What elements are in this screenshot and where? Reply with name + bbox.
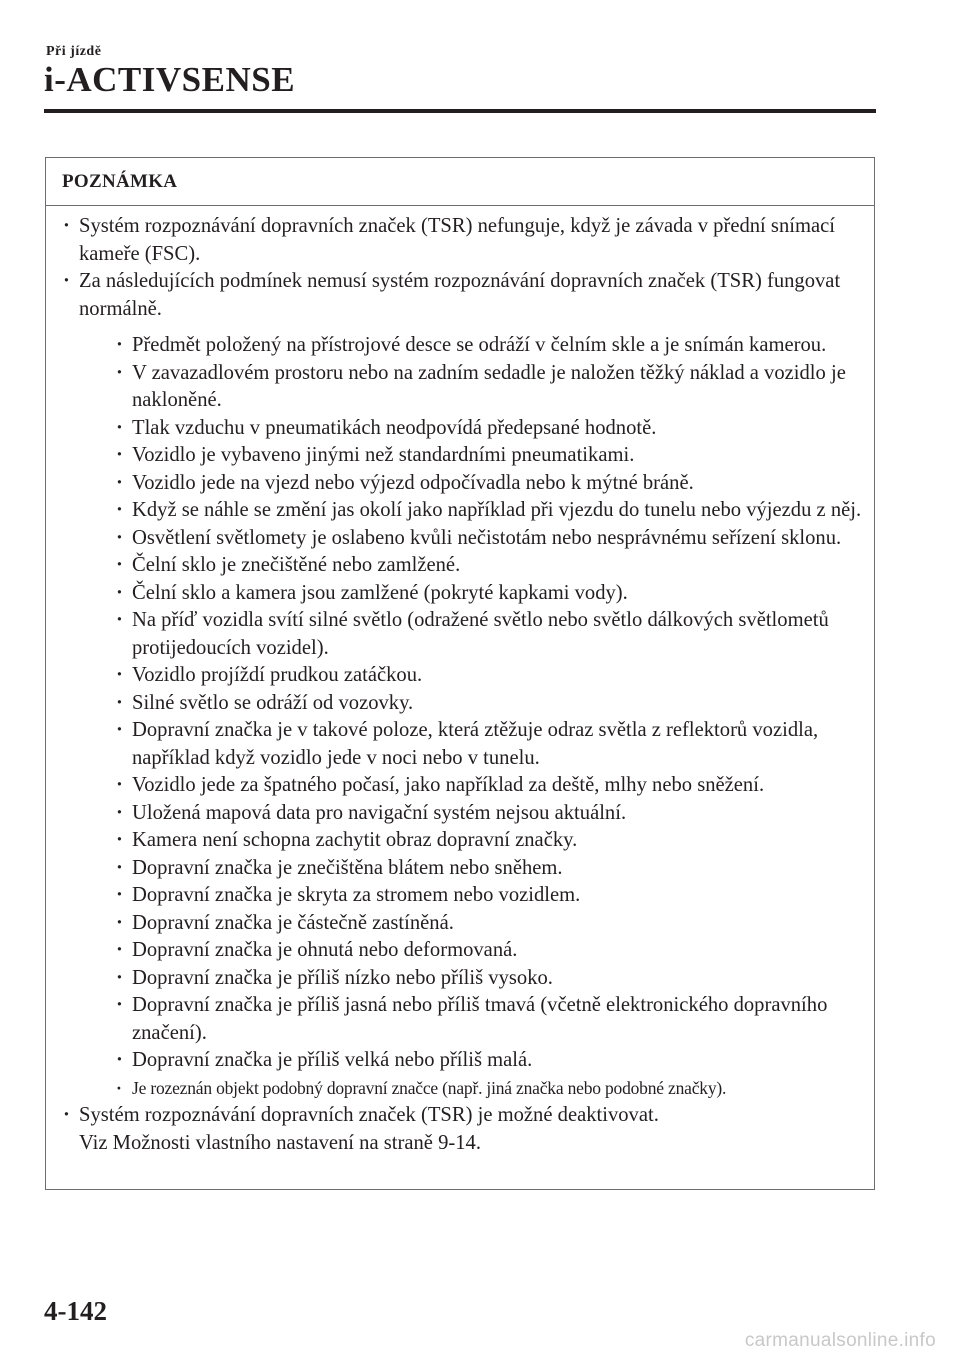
condition-item: · Dopravní značka je částečně zastíněná. xyxy=(79,910,874,938)
note-item-text: Za následujících podmínek nemusí systém rozpoznávání dopravních značek (TSR) fungovat normálně. xyxy=(79,270,841,320)
note-list xyxy=(46,213,874,1157)
watermark-text: carmanualsonline.info xyxy=(744,1330,936,1351)
condition-item: · Osvětlení světlomety je oslabeno kvůli nečistotám nebo nesprávnému seřízení sklonu. xyxy=(79,525,874,553)
condition-item: · Tlak vzduchu v pneumatikách neodpovídá předepsané hodnotě. xyxy=(79,415,874,443)
condition-item: · Na příď vozidla svítí silné světlo (odražené světlo nebo světlo dálkových světlometů protijedoucích vozidel). xyxy=(79,607,874,662)
condition-item: · Dopravní značka je příliš nízko nebo příliš vysoko. xyxy=(79,965,874,993)
page-title: i-ACTIVSENSE xyxy=(44,60,296,99)
condition-item: · Dopravní značka je skryta za stromem nebo vozidlem. xyxy=(79,882,874,910)
condition-item: · Dopravní značka je příliš velká nebo příliš malá. xyxy=(79,1047,874,1075)
condition-item: · Je rozeznán objekt podobný dopravní značce (např. jiná značka nebo podobné značky). xyxy=(79,1075,874,1103)
condition-item: · Dopravní značka je ohnutá nebo deformovaná. xyxy=(79,937,874,965)
note-item-fsc-failure xyxy=(46,213,874,268)
note-item-text: Systém rozpoznávání dopravních značek (TSR) nefunguje, když je závada v přední snímací kameře (FSC). xyxy=(79,215,835,265)
condition-item: · Silné světlo se odráží od vozovky. xyxy=(79,690,874,718)
cross-reference-text: Viz Možnosti vlastního nastavení na straně 9-14. xyxy=(79,1131,481,1154)
condition-item: · Vozidlo jede za špatného počasí, jako například za deště, mlhy nebo sněžení. xyxy=(79,772,874,800)
conditions-list xyxy=(79,332,874,1102)
condition-item: · Vozidlo projíždí prudkou zatáčkou. xyxy=(79,662,874,690)
condition-item: · Čelní sklo je znečištěné nebo zamlžené. xyxy=(79,552,874,580)
condition-item: · Vozidlo jede na vjezd nebo výjezd odpočívadla nebo k mýtné bráně. xyxy=(79,470,874,498)
condition-item: · Předmět položený na přístrojové desce se odráží v čelním skle a je snímán kamerou. xyxy=(79,332,874,360)
condition-item: · Kamera není schopna zachytit obraz dopravní značky. xyxy=(79,827,874,855)
condition-item: · Dopravní značka je příliš jasná nebo příliš tmavá (včetně elektronického dopravního značení). xyxy=(79,992,874,1047)
note-box xyxy=(45,157,875,1190)
condition-item: · Vozidlo je vybaveno jinými než standardními pneumatikami. xyxy=(79,442,874,470)
condition-item: · Dopravní značka je znečištěna blátem nebo sněhem. xyxy=(79,855,874,883)
condition-item: · Čelní sklo a kamera jsou zamlžené (pokryté kapkami vody). xyxy=(79,580,874,608)
section-label: Při jízdě xyxy=(46,44,102,59)
header-divider xyxy=(44,109,876,113)
note-heading: POZNÁMKA xyxy=(46,158,874,206)
condition-item: · Dopravní značka je v takové poloze, která ztěžuje odraz světla z reflektorů vozidla, například když vozidlo jede v noci nebo v tunelu. xyxy=(79,717,874,772)
condition-item: · Uložená mapová data pro navigační systém nejsou aktuální. xyxy=(79,800,874,828)
note-body xyxy=(46,206,874,1157)
condition-item: · V zavazadlovém prostoru nebo na zadním sedadle je naložen těžký náklad a vozidlo je nakloněné. xyxy=(79,360,874,415)
note-item-text: Systém rozpoznávání dopravních značek (TSR) je možné deaktivovat. xyxy=(79,1104,659,1126)
note-item-deactivate xyxy=(46,1102,874,1157)
note-item-conditions xyxy=(46,268,874,1102)
condition-item: · Když se náhle se změní jas okolí jako například při vjezdu do tunelu nebo výjezdu z něj. xyxy=(79,497,874,525)
page-number: 4-142 xyxy=(44,1296,107,1326)
